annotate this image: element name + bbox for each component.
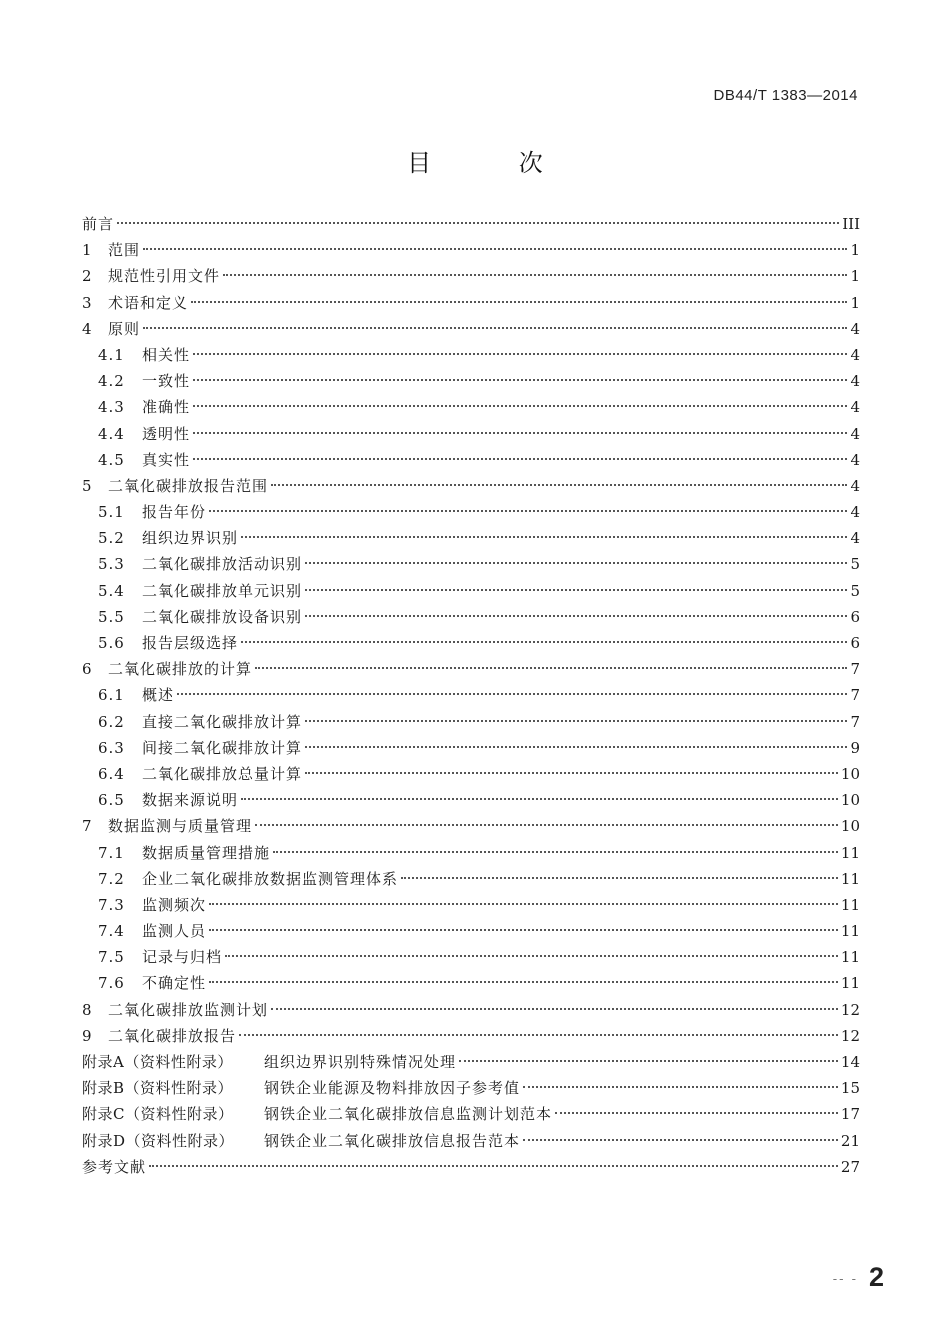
toc-entry-number: 7.3 xyxy=(98,895,125,914)
toc-entry-title: 监测频次 xyxy=(142,895,207,914)
toc-entry[interactable] xyxy=(82,735,860,761)
toc-entry-page: 12 xyxy=(840,1026,860,1045)
toc-entry[interactable] xyxy=(82,421,860,447)
dot-leader xyxy=(305,615,847,617)
dot-leader xyxy=(193,353,847,355)
toc-entry-title: 直接二氧化碳排放计算 xyxy=(142,712,303,731)
dot-leader xyxy=(523,1086,838,1088)
toc-entry-page: III xyxy=(842,215,860,233)
toc-entry-title: 原则 xyxy=(108,319,141,338)
toc-entry[interactable] xyxy=(82,1101,860,1127)
toc-entry-page: 4 xyxy=(850,345,860,364)
toc-entry-page: 11 xyxy=(840,948,860,967)
toc-entry[interactable] xyxy=(82,551,860,577)
toc-entry-number: 7 xyxy=(82,817,92,836)
toc-entry-page: 7 xyxy=(850,686,860,705)
toc-entry-title: 透明性 xyxy=(142,424,191,443)
toc-entry-number: 7.5 xyxy=(98,948,125,967)
toc-entry-page: 15 xyxy=(840,1079,860,1098)
toc-entry[interactable] xyxy=(82,761,860,787)
toc-entry[interactable] xyxy=(82,656,860,682)
toc-entry[interactable] xyxy=(82,263,860,289)
toc-entry-page: 4 xyxy=(850,319,860,338)
toc-entry-number: 4.2 xyxy=(98,372,125,391)
toc-entry-number: 7.2 xyxy=(98,869,125,888)
toc-entry-title: 不确定性 xyxy=(142,974,207,993)
toc-entry[interactable] xyxy=(82,578,860,604)
toc-entry-number: 5.4 xyxy=(98,581,125,600)
dot-leader xyxy=(209,510,847,512)
toc-entry[interactable] xyxy=(82,1049,860,1075)
toc-entry-number: 2 xyxy=(82,267,92,286)
toc-entry-page: 7 xyxy=(850,712,860,731)
toc-entry[interactable] xyxy=(82,1075,860,1101)
footer-mark: -- - xyxy=(832,1272,858,1287)
toc-entry-number: 4.1 xyxy=(98,345,125,364)
toc-entry-page: 11 xyxy=(840,922,860,941)
toc-entry-number: 7.1 xyxy=(98,843,125,862)
toc-entry-page: 11 xyxy=(840,869,860,888)
toc-entry-title: 组织边界识别特殊情况处理 xyxy=(264,1053,457,1071)
toc-entry-title: 二氧化碳排放报告范围 xyxy=(108,476,269,495)
dot-leader xyxy=(209,929,838,931)
toc-entry-page: 17 xyxy=(840,1105,860,1124)
dot-leader xyxy=(241,641,847,643)
toc-entry-number: 4.3 xyxy=(98,398,125,417)
toc-entry[interactable] xyxy=(82,787,860,813)
toc-entry[interactable] xyxy=(82,840,860,866)
toc-entry-page: 4 xyxy=(850,398,860,417)
toc-entry-page: 4 xyxy=(850,450,860,469)
dot-leader xyxy=(209,903,838,905)
toc-entry-number: 5.5 xyxy=(98,607,125,626)
toc-entry-title: 企业二氧化碳排放数据监测管理体系 xyxy=(142,869,399,888)
toc-entry[interactable] xyxy=(82,1128,860,1154)
toc-entry-page: 27 xyxy=(840,1157,860,1176)
toc-entry-title: 记录与归档 xyxy=(142,948,223,967)
toc-entry-page: 1 xyxy=(850,293,860,312)
toc-entry-title: 二氧化碳排放的计算 xyxy=(108,660,253,679)
dot-leader xyxy=(223,274,847,276)
dot-leader xyxy=(143,248,847,250)
toc-entry-title: 范围 xyxy=(108,241,141,260)
toc-entry[interactable] xyxy=(82,316,860,342)
toc-entry[interactable] xyxy=(82,473,860,499)
toc-entry-number: 6.3 xyxy=(98,738,125,757)
toc-entry-number: 6.2 xyxy=(98,712,125,731)
toc-entry-number: 5 xyxy=(82,476,92,495)
toc-entry-number: 5.3 xyxy=(98,555,125,574)
page-number: 2 xyxy=(868,1262,884,1292)
dot-leader xyxy=(255,667,847,669)
toc-entry-page: 9 xyxy=(850,738,860,757)
dot-leader xyxy=(305,562,847,564)
toc-entry-title: 相关性 xyxy=(142,345,191,364)
dot-leader xyxy=(225,955,838,957)
toc-entry-number: 4.5 xyxy=(98,450,125,469)
toc-entry-title: 参考文献 xyxy=(82,1157,147,1176)
dot-leader xyxy=(193,432,847,434)
dot-leader xyxy=(305,720,847,722)
toc-entry-title: 监测人员 xyxy=(142,922,207,941)
toc-entry[interactable] xyxy=(82,944,860,970)
toc-entry[interactable] xyxy=(82,342,860,368)
toc-entry-page: 4 xyxy=(850,503,860,522)
toc-entry-title: 组织边界识别 xyxy=(142,529,239,548)
toc-entry-page: 1 xyxy=(850,267,860,286)
dot-leader xyxy=(191,301,847,303)
dot-leader xyxy=(255,824,838,826)
toc-entry-title: 报告年份 xyxy=(142,503,207,522)
toc-entry-number: 6.4 xyxy=(98,764,125,783)
toc-entry-title: 前言 xyxy=(82,215,115,233)
toc-entry[interactable] xyxy=(82,211,860,237)
dot-leader xyxy=(149,1165,838,1167)
toc-entry-appendix-label: 附录A（资料性附录） xyxy=(82,1053,233,1071)
toc-entry-page: 10 xyxy=(840,791,860,810)
toc-entry-number: 6.1 xyxy=(98,686,125,705)
dot-leader xyxy=(305,772,838,774)
toc-entry-page: 5 xyxy=(850,581,860,600)
page-title: 目 次 xyxy=(407,149,583,177)
toc-entry-number: 7.6 xyxy=(98,974,125,993)
dot-leader xyxy=(143,327,847,329)
toc-entry-number: 7.4 xyxy=(98,922,125,941)
toc-entry-title: 二氧化碳排放报告 xyxy=(108,1026,237,1045)
toc-entry-title: 概述 xyxy=(142,686,175,705)
toc-entry-number: 8 xyxy=(82,1000,92,1019)
toc-entry-page: 12 xyxy=(840,1000,860,1019)
toc-entry-page: 1 xyxy=(850,241,860,260)
toc-entry-number: 4 xyxy=(82,319,92,338)
toc-entry[interactable] xyxy=(82,866,860,892)
dot-leader xyxy=(193,379,847,381)
toc-entry-title: 真实性 xyxy=(142,450,191,469)
toc-entry-title: 二氧化碳排放总量计算 xyxy=(142,764,303,783)
toc-entry-page: 10 xyxy=(840,817,860,836)
toc-entry-title: 准确性 xyxy=(142,398,191,417)
toc-entry-page: 14 xyxy=(840,1053,860,1071)
toc-entry-title: 二氧化碳排放活动识别 xyxy=(142,555,303,574)
toc-entry-title: 二氧化碳排放设备识别 xyxy=(142,607,303,626)
dot-leader xyxy=(193,405,847,407)
toc-entry[interactable] xyxy=(82,1023,860,1049)
toc-entry-title: 钢铁企业二氧化碳排放信息报告范本 xyxy=(264,1131,521,1150)
dot-leader xyxy=(117,222,839,224)
dot-leader xyxy=(271,484,847,486)
toc-entry[interactable] xyxy=(82,525,860,551)
toc-entry-number: 6 xyxy=(82,660,92,679)
toc-entry[interactable] xyxy=(82,997,860,1023)
toc-entry-page: 10 xyxy=(840,764,860,783)
dot-leader xyxy=(241,536,847,538)
dot-leader xyxy=(555,1112,838,1114)
toc-entry-number: 5.1 xyxy=(98,503,125,522)
toc-entry-page: 11 xyxy=(840,974,860,993)
dot-leader xyxy=(401,877,838,879)
toc-entry-page: 4 xyxy=(850,372,860,391)
toc-entry-page: 11 xyxy=(840,843,860,862)
toc-entry[interactable] xyxy=(82,394,860,420)
table-of-contents xyxy=(82,211,860,1180)
toc-entry-title: 间接二氧化碳排放计算 xyxy=(142,738,303,757)
toc-entry-title: 二氧化碳排放单元识别 xyxy=(142,581,303,600)
toc-entry-title: 报告层级选择 xyxy=(142,634,239,652)
toc-entry[interactable] xyxy=(82,892,860,918)
toc-entry[interactable] xyxy=(82,918,860,944)
toc-entry-title: 术语和定义 xyxy=(108,293,189,312)
toc-entry-title: 规范性引用文件 xyxy=(108,267,221,286)
dot-leader xyxy=(523,1139,838,1141)
dot-leader xyxy=(459,1060,838,1062)
toc-entry-title: 数据监测与质量管理 xyxy=(108,817,253,836)
toc-entry-title: 钢铁企业能源及物料排放因子参考值 xyxy=(264,1079,521,1098)
toc-entry-number: 3 xyxy=(82,293,92,312)
toc-entry-number: 5.6 xyxy=(98,634,125,652)
toc-entry-number: 1 xyxy=(82,241,92,260)
toc-entry[interactable] xyxy=(82,1154,860,1180)
toc-entry-page: 5 xyxy=(850,555,860,574)
toc-entry[interactable] xyxy=(82,630,860,656)
toc-entry[interactable] xyxy=(82,447,860,473)
toc-entry-title: 一致性 xyxy=(142,372,191,391)
toc-entry-page: 21 xyxy=(840,1131,860,1150)
dot-leader xyxy=(305,589,847,591)
toc-entry[interactable] xyxy=(82,237,860,263)
toc-entry-appendix-label: 附录B（资料性附录） xyxy=(82,1079,234,1098)
toc-entry-page: 4 xyxy=(850,529,860,548)
dot-leader xyxy=(271,1008,838,1010)
toc-entry-title: 二氧化碳排放监测计划 xyxy=(108,1000,269,1019)
toc-entry[interactable] xyxy=(82,970,860,996)
toc-entry-title: 数据来源说明 xyxy=(142,791,239,810)
toc-entry[interactable] xyxy=(82,709,860,735)
dot-leader xyxy=(241,798,838,800)
toc-entry-appendix-label: 附录C（资料性附录） xyxy=(82,1105,234,1124)
toc-entry-number: 4.4 xyxy=(98,424,125,443)
dot-leader xyxy=(239,1034,838,1036)
dot-leader xyxy=(193,458,847,460)
toc-entry-title: 数据质量管理措施 xyxy=(142,843,271,862)
toc-entry-page: 6 xyxy=(850,607,860,626)
toc-entry-page: 11 xyxy=(840,895,860,914)
dot-leader xyxy=(177,693,847,695)
toc-entry-number: 5.2 xyxy=(98,529,125,548)
toc-entry-appendix-label: 附录D（资料性附录） xyxy=(82,1131,235,1150)
toc-entry-page: 7 xyxy=(850,660,860,679)
dot-leader xyxy=(273,851,838,853)
dot-leader xyxy=(305,746,847,748)
toc-entry-number: 9 xyxy=(82,1026,92,1045)
toc-entry-title: 钢铁企业二氧化碳排放信息监测计划范本 xyxy=(264,1105,553,1124)
toc-entry[interactable] xyxy=(82,604,860,630)
toc-entry-number: 6.5 xyxy=(98,791,125,810)
toc-entry[interactable] xyxy=(82,290,860,316)
toc-entry[interactable] xyxy=(82,368,860,394)
document-code: DB44/T 1383—2014 xyxy=(713,87,858,104)
toc-entry-page: 4 xyxy=(850,424,860,443)
toc-entry[interactable] xyxy=(82,682,860,708)
dot-leader xyxy=(209,981,838,983)
toc-entry[interactable] xyxy=(82,813,860,839)
toc-entry-page: 4 xyxy=(850,476,860,495)
toc-entry[interactable] xyxy=(82,499,860,525)
toc-entry-page: 6 xyxy=(850,634,860,652)
